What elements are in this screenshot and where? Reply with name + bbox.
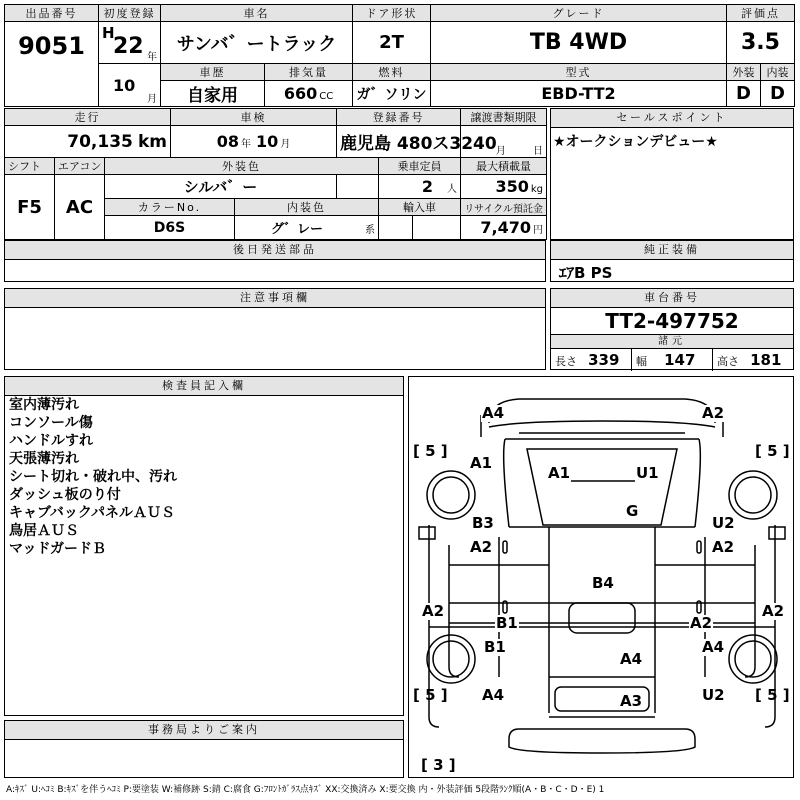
door-label: ドア形状 [353,5,431,22]
damage-mark: B4 [592,574,614,592]
reg-year: 22 [113,34,144,59]
inspector-line: マッドガードＢ [9,541,107,557]
inspector-line: コンソール傷 [9,415,93,431]
legend: A:ｷｽﾞ U:ﾍｺﾐ B:ｷｽﾞを伴うﾍｺﾐ P:要塗装 W:補修跡 S:錆 C:腐食 G:ﾌﾛﾝﾄｶﾞﾗｽ点ｷｽﾞ XX:交換済み X:要交換 内・外装評価 5段階ﾗﾝｸ順(A・B・C・D・E) 1 [6,785,605,795]
office-label: 事務局よりご案内 [5,721,403,740]
dimensions-row [551,349,793,371]
damage-mark: A2 [712,538,735,556]
model: EBD-TT2 [431,81,727,107]
damage-mark: A2 [762,602,785,620]
damage-mark: A1 [548,464,571,482]
plate-label: 登録番号 [337,109,461,126]
interior-label: 内装色 [235,199,379,216]
damage-mark: A4 [482,686,505,704]
load-label: 最大積載量 [461,158,547,175]
ac-label: エアコン [55,158,105,175]
colorno-label: カラーNo. [105,199,235,216]
reg-month-cell [99,64,161,107]
capacity-label: 乗車定員 [379,158,461,175]
lot-number: 9051 [5,22,99,107]
capacity-unit: 人 [447,184,458,195]
load: 350 [495,177,529,196]
damage-mark: A3 [620,692,643,710]
recycle-label: リサイクル預託金 [461,199,547,216]
sales-point-box [550,108,794,240]
chassis-box [550,288,794,370]
history: 自家用 [161,81,265,107]
damage-mark: U2 [702,686,725,704]
later-parts-box [4,240,546,282]
damage-mark: A4 [702,638,725,656]
insp-month: 10 [256,132,279,151]
displacement-unit: CC [319,91,334,102]
first-registration [99,22,161,64]
displacement: 660 [283,84,318,103]
grade-bracket: [ 5 ] [413,442,448,460]
inspector-line: ダッシュ板のり付 [9,487,121,503]
damage-diagram [408,376,794,778]
inspection-label: 車検 [171,109,337,126]
shift-label: シフト [5,158,55,175]
genuine-label: 純正装備 [551,241,793,260]
chassis-number: TT2-497752 [551,308,793,335]
damage-mark: A2 [702,404,725,422]
lot-label: 出品番号 [5,5,99,22]
import-cell-a [379,216,413,240]
interior-unit: 系 [365,225,375,236]
inspection-cell [171,126,337,158]
damage-mark: A1 [470,454,493,472]
displacement-label: 排気量 [265,64,353,81]
damage-mark: A2 [470,538,493,556]
width-label: 幅 [636,355,647,368]
inspector-line: 鳥居ＡＵＳ [9,523,79,539]
length-label: 長さ [555,355,577,368]
recycle-unit: 円 [533,225,544,236]
exterior-color: シルバ゛ー [105,175,337,199]
capacity: 2 [421,177,434,196]
load-cell [461,175,547,199]
history-label: 車歴 [161,64,265,81]
inspector-label: 検査員記入欄 [5,377,403,396]
score-label: 評価点 [727,5,795,22]
interior-color: グ゛レー [270,222,323,237]
ext-rating: D [727,81,761,107]
header-table [4,4,795,107]
inspector-line: 天張薄汚れ [9,451,79,467]
mileage-label: 走行 [5,109,171,126]
sales-point-text: ★オークションデビュー★ [553,134,718,150]
mileage-cell [5,126,171,158]
car-name: サンバ゛ートラック [161,22,353,64]
grade-label: グレード [431,5,727,22]
int-label: 内装 [761,64,795,81]
era: H [102,24,115,42]
later-parts-label: 後日発送部品 [5,241,545,260]
chassis-label: 車台番号 [551,289,793,308]
ext-label: 外装 [727,64,761,81]
genuine-text: ｴｱB PS [559,264,613,282]
ac: AC [55,175,105,240]
notes-box [4,288,546,370]
damage-mark: G [626,502,639,520]
fuel: ガ゛ソリン [353,81,431,107]
reg-label: 初度登録 [99,5,161,22]
grade-bracket: [ 5 ] [413,686,448,704]
grade-bracket: [ 5 ] [755,442,790,460]
color-number: D6S [105,216,235,240]
inspector-line: シート切れ・破れ中、汚れ [9,469,177,485]
height-label: 高さ [717,355,739,368]
length: 339 [588,351,620,369]
spec-label: 諸元 [551,335,793,349]
height-cell [713,349,793,371]
damage-mark: U1 [636,464,659,482]
damage-mark: B3 [472,514,494,532]
color-extra [337,175,379,199]
plate: 鹿児島 480ス3240 [337,126,461,158]
transfer-month: 月 [495,146,506,157]
damage-mark: U2 [712,514,735,532]
inspector-line: ハンドルすれ [9,433,93,449]
score: 3.5 [727,22,795,64]
inspector-line: 室内薄汚れ [9,397,79,413]
displacement-cell [265,81,353,107]
mileage: 70,135 [67,131,133,152]
load-unit: kg [530,184,544,195]
grade: TB 4WD [431,22,727,64]
damage-mark: A4 [482,404,505,422]
width: 147 [664,351,696,369]
reg-month: 10 [113,76,136,95]
damage-mark: A2 [690,614,713,632]
shift: F5 [5,175,55,240]
sales-point-label: セールスポイント [551,109,793,128]
damage-mark: A2 [422,602,445,620]
damage-mark: B1 [484,638,506,656]
int-rating: D [761,81,795,107]
door-type: 2T [353,22,431,64]
recycle-cell [461,216,547,240]
year-unit: 年 [147,52,157,63]
office-box [4,720,404,778]
details-table [4,108,547,240]
recycle: 7,470 [480,218,532,237]
inspector-box [4,376,404,716]
damage-mark: A4 [620,650,643,668]
grade-bracket: [ 5 ] [755,686,790,704]
genuine-box [550,240,794,282]
fuel-label: 燃料 [353,64,431,81]
month-unit: 月 [147,94,157,105]
import-cell-b [413,216,461,240]
inspector-line: キャブバックパネルＡＵＳ [9,505,176,521]
model-label: 型式 [431,64,727,81]
notes-label: 注意事項欄 [5,289,545,308]
name-label: 車名 [161,5,353,22]
capacity-cell [379,175,461,199]
insp-year: 08 [216,132,239,151]
length-cell [551,349,632,371]
import-label: 輸入車 [379,199,461,216]
insp-year-unit: 年 [240,139,251,150]
color-label: 外装色 [105,158,379,175]
inspector-notes [5,396,403,558]
damage-mark: B1 [496,614,518,632]
height: 181 [750,351,782,369]
interior-cell [235,216,379,240]
grade-bracket: [ 3 ] [421,756,456,774]
transfer-label: 譲渡書類期限 [461,109,547,126]
width-cell [632,349,713,371]
transfer-day: 日 [533,146,544,157]
mileage-unit: km [137,131,167,152]
insp-month-unit: 月 [280,139,291,150]
